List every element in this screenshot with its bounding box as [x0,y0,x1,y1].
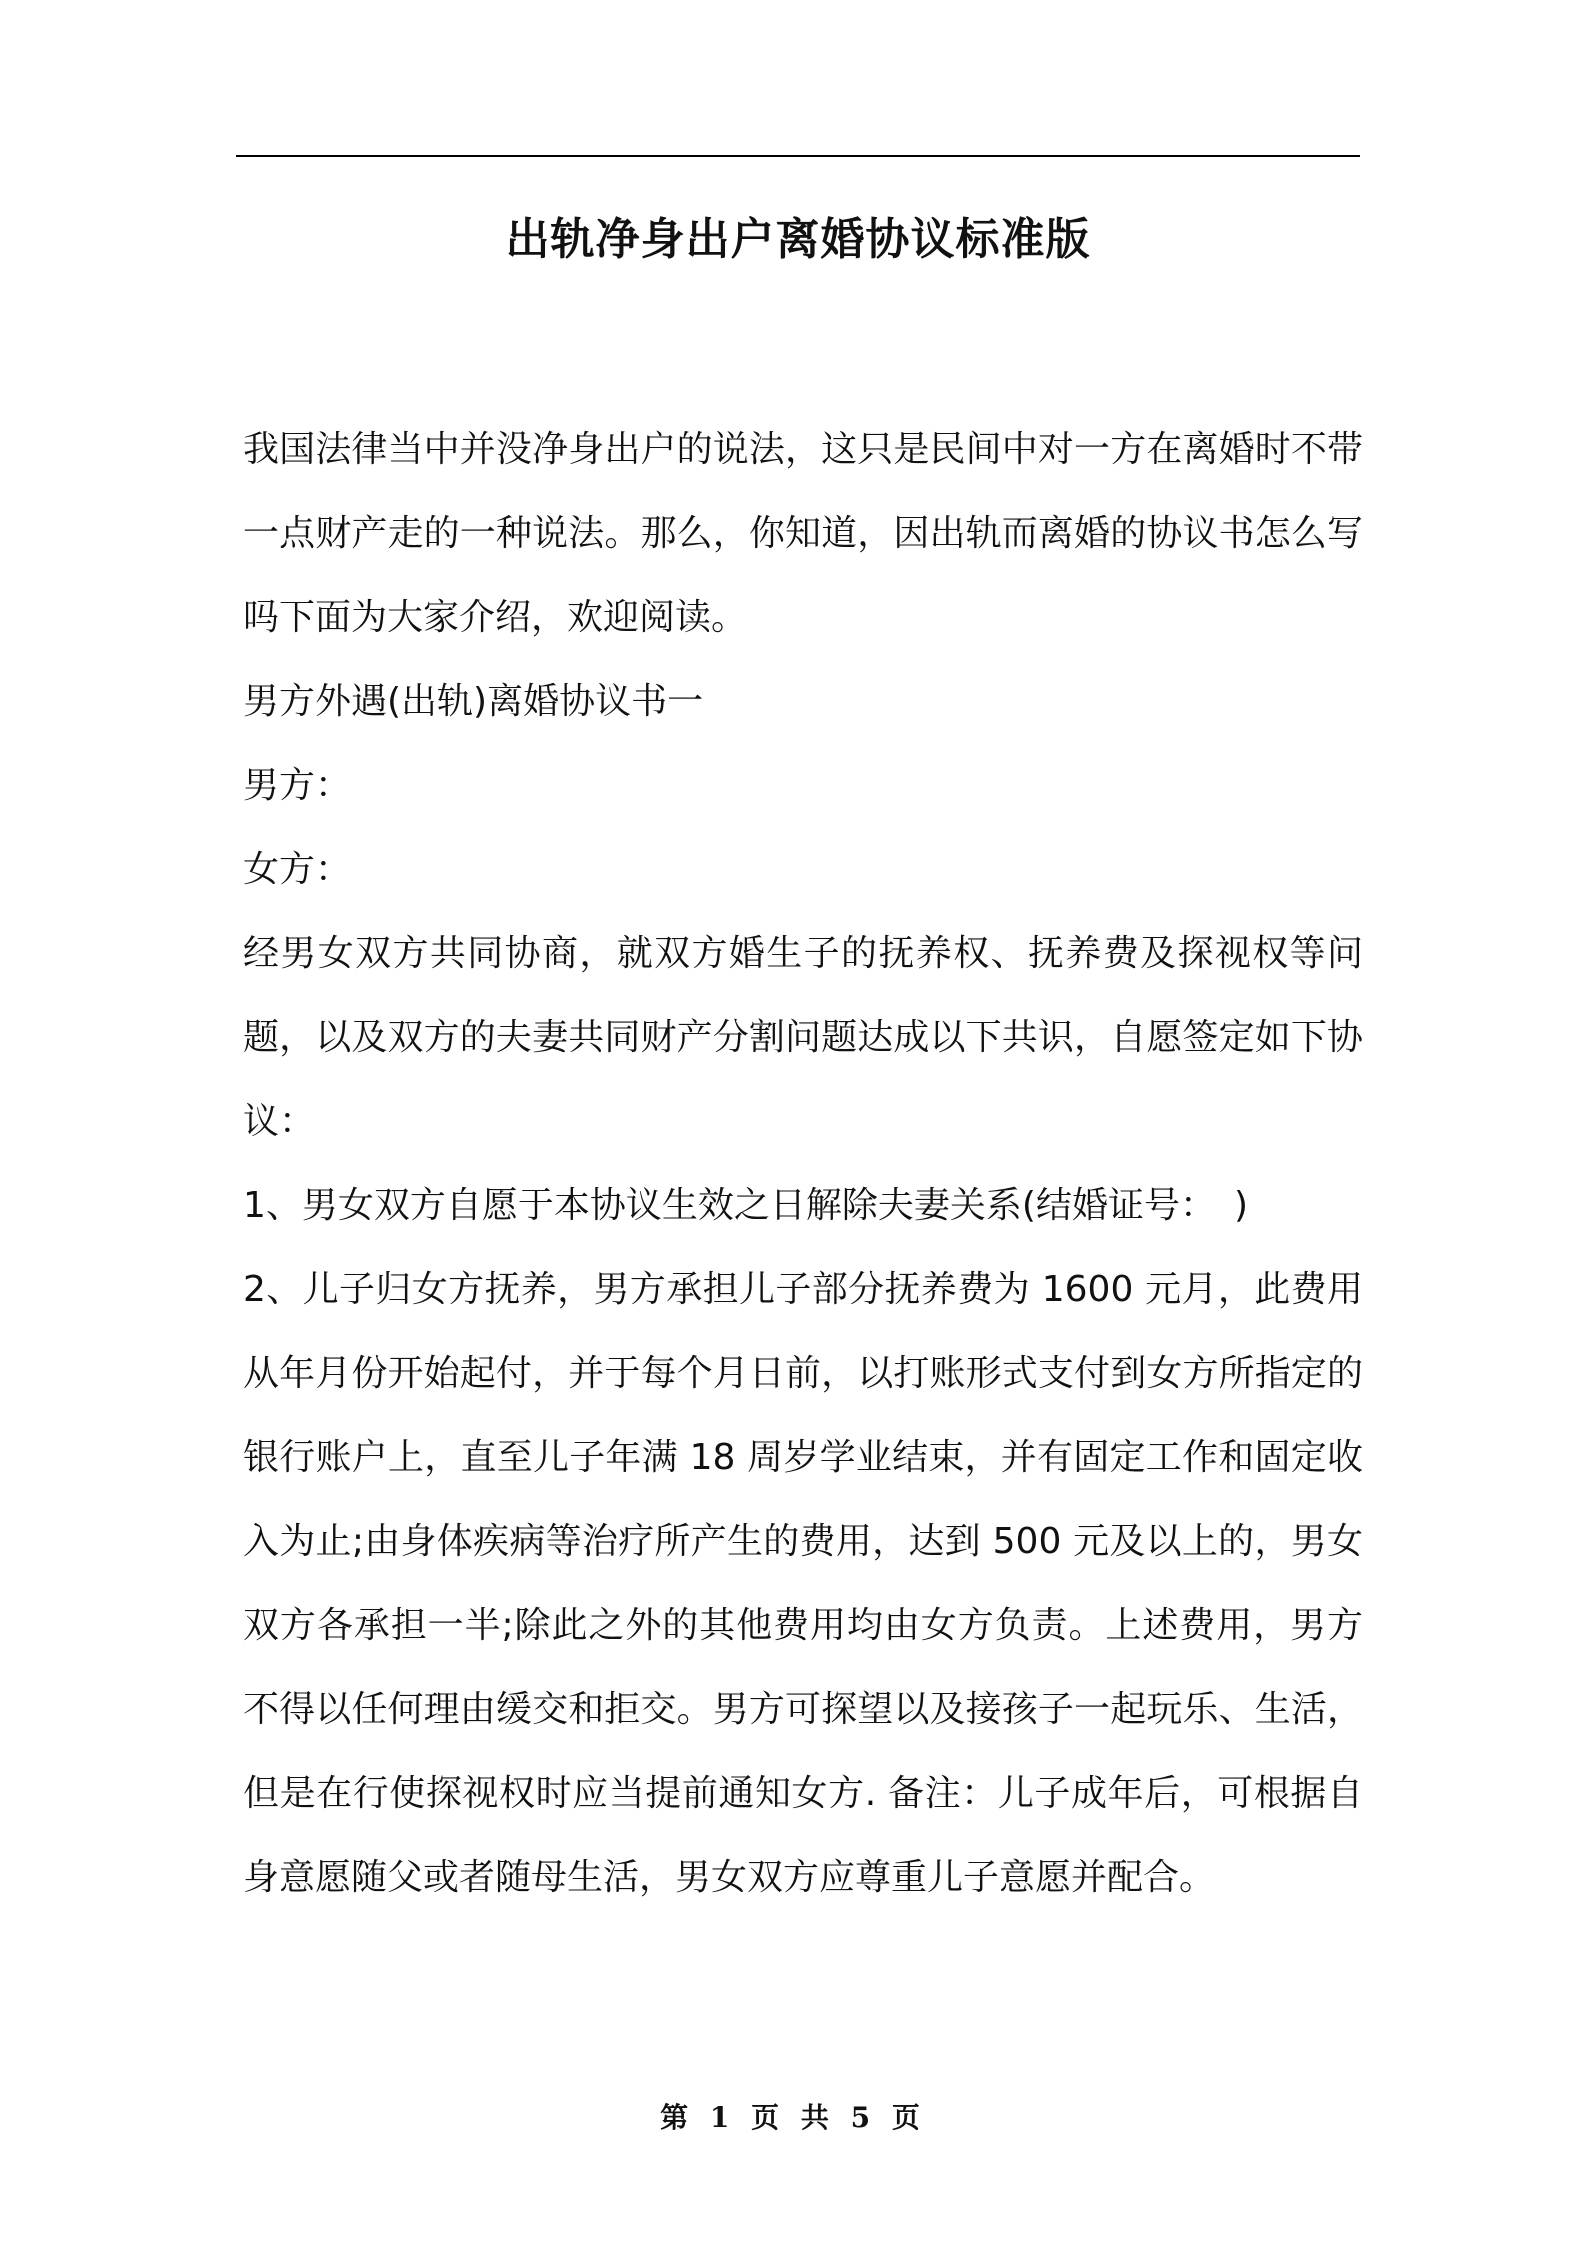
male-party-field: 男方： [243,765,352,806]
preamble-paragraph: 经男女双方共同协商，就双方婚生子的抚养权、抚养费及探视权等问题，以及双方的夫妻共同财产分割问题达成以下共识，自愿签定如下协议： [243,933,1363,1142]
section-heading: 男方外遇(出轨)离婚协议书一 [243,681,704,722]
document-title: 出轨净身出户离婚协议标准版 [505,214,1091,265]
header-rule [236,155,1360,157]
clause-2: 2、儿子归女方抚养，男方承担儿子部分抚养费为 1600 元月，此费用从年月份开始起付，并于每个月日前，以打账形式支付到女方所指定的银行账户上，直至儿子年满 18 周岁学业结束，并有固定工作和固定收入为止;由身体疾病等治疗所产生的费用，达到 500 元及以上的，男女双方各承担一半;除此之外的其他费用均由女方负责。上述费用，男方不得以任何理由缓交和拒交。男方可探望以及接孩子一起玩乐、生活，但是在行使探视权时应当提前通知女方. 备注：儿子成年后，可根据自身意愿随父或者随母生活，男女双方应尊重儿子意愿并配合。 [243,1269,1363,1898]
clause-1: 1、男女双方自愿于本协议生效之日解除夫妻关系(结婚证号： ) [243,1185,1248,1226]
female-party-field: 女方： [243,849,352,890]
document-body [243,408,1363,1920]
page-number: 第 1 页 共 5 页 [660,2101,926,2134]
intro-paragraph: 我国法律当中并没净身出户的说法，这只是民间中对一方在离婚时不带一点财产走的一种说法。那么，你知道，因出轨而离婚的协议书怎么写吗下面为大家介绍，欢迎阅读。 [243,429,1363,638]
